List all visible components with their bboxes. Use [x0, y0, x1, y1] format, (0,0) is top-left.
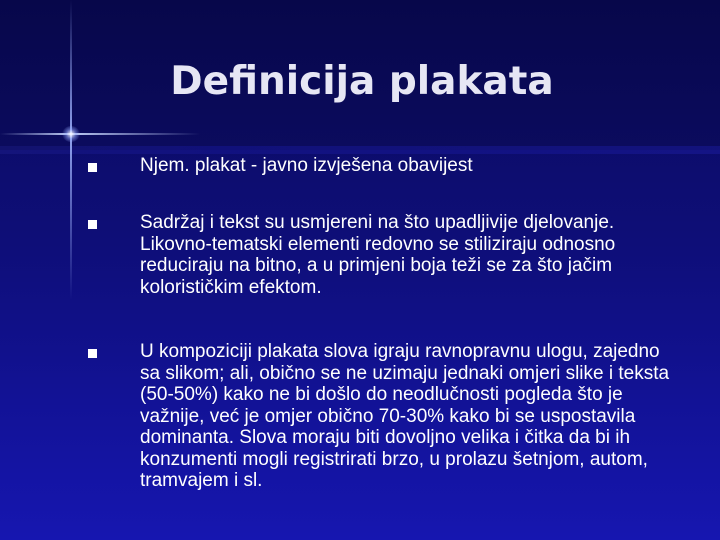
square-bullet-icon [88, 220, 97, 229]
square-bullet-icon [88, 163, 97, 172]
bullet-text: U kompoziciji plakata slova igraju ravnopravnu ulogu, zajedno sa slikom; ali, obično se ne uzimaju jednaki omjeri slike i teksta (50-50%) kako ne bi došlo do neodlučnosti pogleda što je važnije, već je omjer obično 70-30% kako bi se uspostavila dominanta. Slova moraju biti dovoljno velika i čitka da bi ih konzumenti mogli registrirati brzo, u prolazu šetnjom, autom, tramvajem i sl. [140, 341, 670, 491]
sparkle-vertical-decoration [70, 0, 72, 300]
separator-line [0, 146, 720, 154]
square-bullet-icon [88, 349, 97, 358]
bullet-text: Njem. plakat - javno izvješena obavijest [140, 155, 473, 176]
sparkle-horizontal-decoration [0, 133, 200, 135]
slide-title: Definicija plakata [170, 59, 554, 104]
sparkle-icon [62, 126, 80, 142]
bullet-text: Sadržaj i tekst su usmjereni na što upadljivije djelovanje. Likovno-tematski elementi redovno se stiliziraju odnosno reduciraju na bitno, a u primjeni boja teži se za što jačim kolorističkim efektom. [140, 212, 616, 298]
